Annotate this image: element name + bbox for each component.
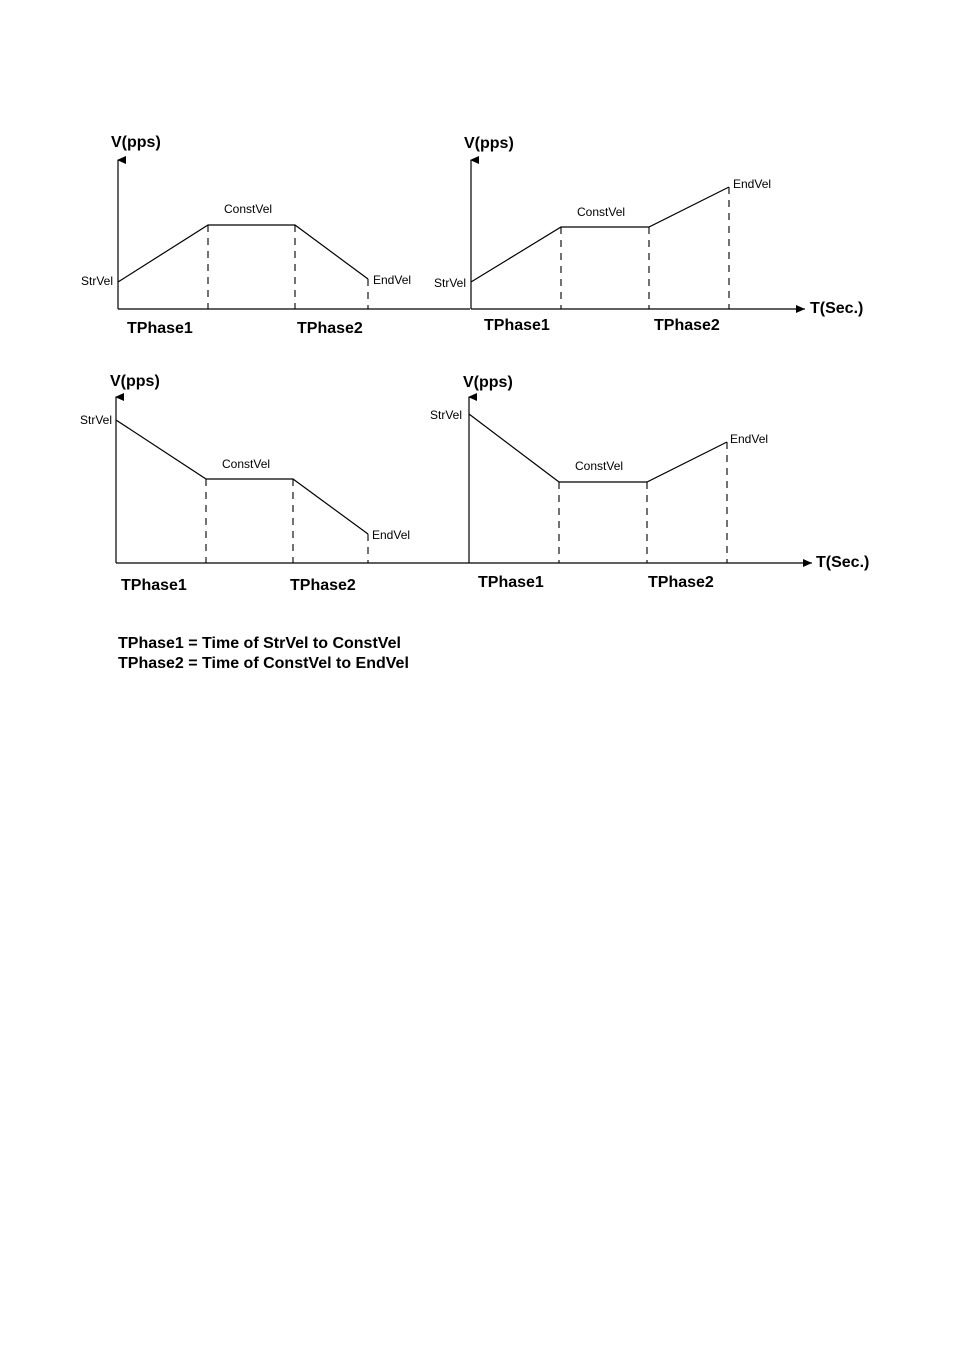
const-velocity-label: ConstVel — [224, 202, 273, 216]
velocity-curve — [471, 187, 729, 282]
start-velocity-label: StrVel — [81, 274, 114, 288]
end-velocity-label: EndVel — [373, 273, 412, 287]
const-velocity-label: ConstVel — [222, 457, 271, 471]
end-velocity-label: EndVel — [372, 528, 411, 542]
end-velocity-label: EndVel — [733, 177, 772, 191]
legend — [118, 634, 409, 674]
x-axis-label: T(Sec.) — [816, 554, 870, 571]
start-velocity-label: StrVel — [434, 276, 467, 290]
start-velocity-label: StrVel — [430, 408, 463, 422]
phase2-label: TPhase2 — [290, 577, 356, 594]
legend-line-phase2: TPhase2 = Time of ConstVel to EndVel — [118, 655, 409, 672]
phase1-label: TPhase1 — [484, 317, 550, 334]
end-velocity-label: EndVel — [730, 432, 769, 446]
y-axis-label: V(pps) — [110, 373, 160, 390]
start-velocity-label: StrVel — [80, 413, 113, 427]
phase2-label: TPhase2 — [297, 320, 363, 337]
velocity-curve — [118, 225, 368, 282]
profile-panel-1 — [81, 134, 470, 337]
legend-line-phase1: TPhase1 = Time of StrVel to ConstVel — [118, 635, 401, 652]
x-axis-label: T(Sec.) — [810, 300, 864, 317]
velocity-curve — [116, 420, 368, 534]
profile-panel-3 — [80, 373, 469, 594]
const-velocity-label: ConstVel — [577, 205, 626, 219]
phase1-label: TPhase1 — [478, 574, 544, 591]
phase2-label: TPhase2 — [654, 317, 720, 334]
profile-panel-2 — [434, 135, 863, 334]
const-velocity-label: ConstVel — [575, 459, 624, 473]
y-axis-label: V(pps) — [464, 135, 514, 152]
phase1-label: TPhase1 — [121, 577, 187, 594]
phase1-label: TPhase1 — [127, 320, 193, 337]
profile-panel-4 — [430, 374, 869, 591]
phase2-label: TPhase2 — [648, 574, 714, 591]
y-axis-label: V(pps) — [111, 134, 161, 151]
y-axis-label: V(pps) — [463, 374, 513, 391]
